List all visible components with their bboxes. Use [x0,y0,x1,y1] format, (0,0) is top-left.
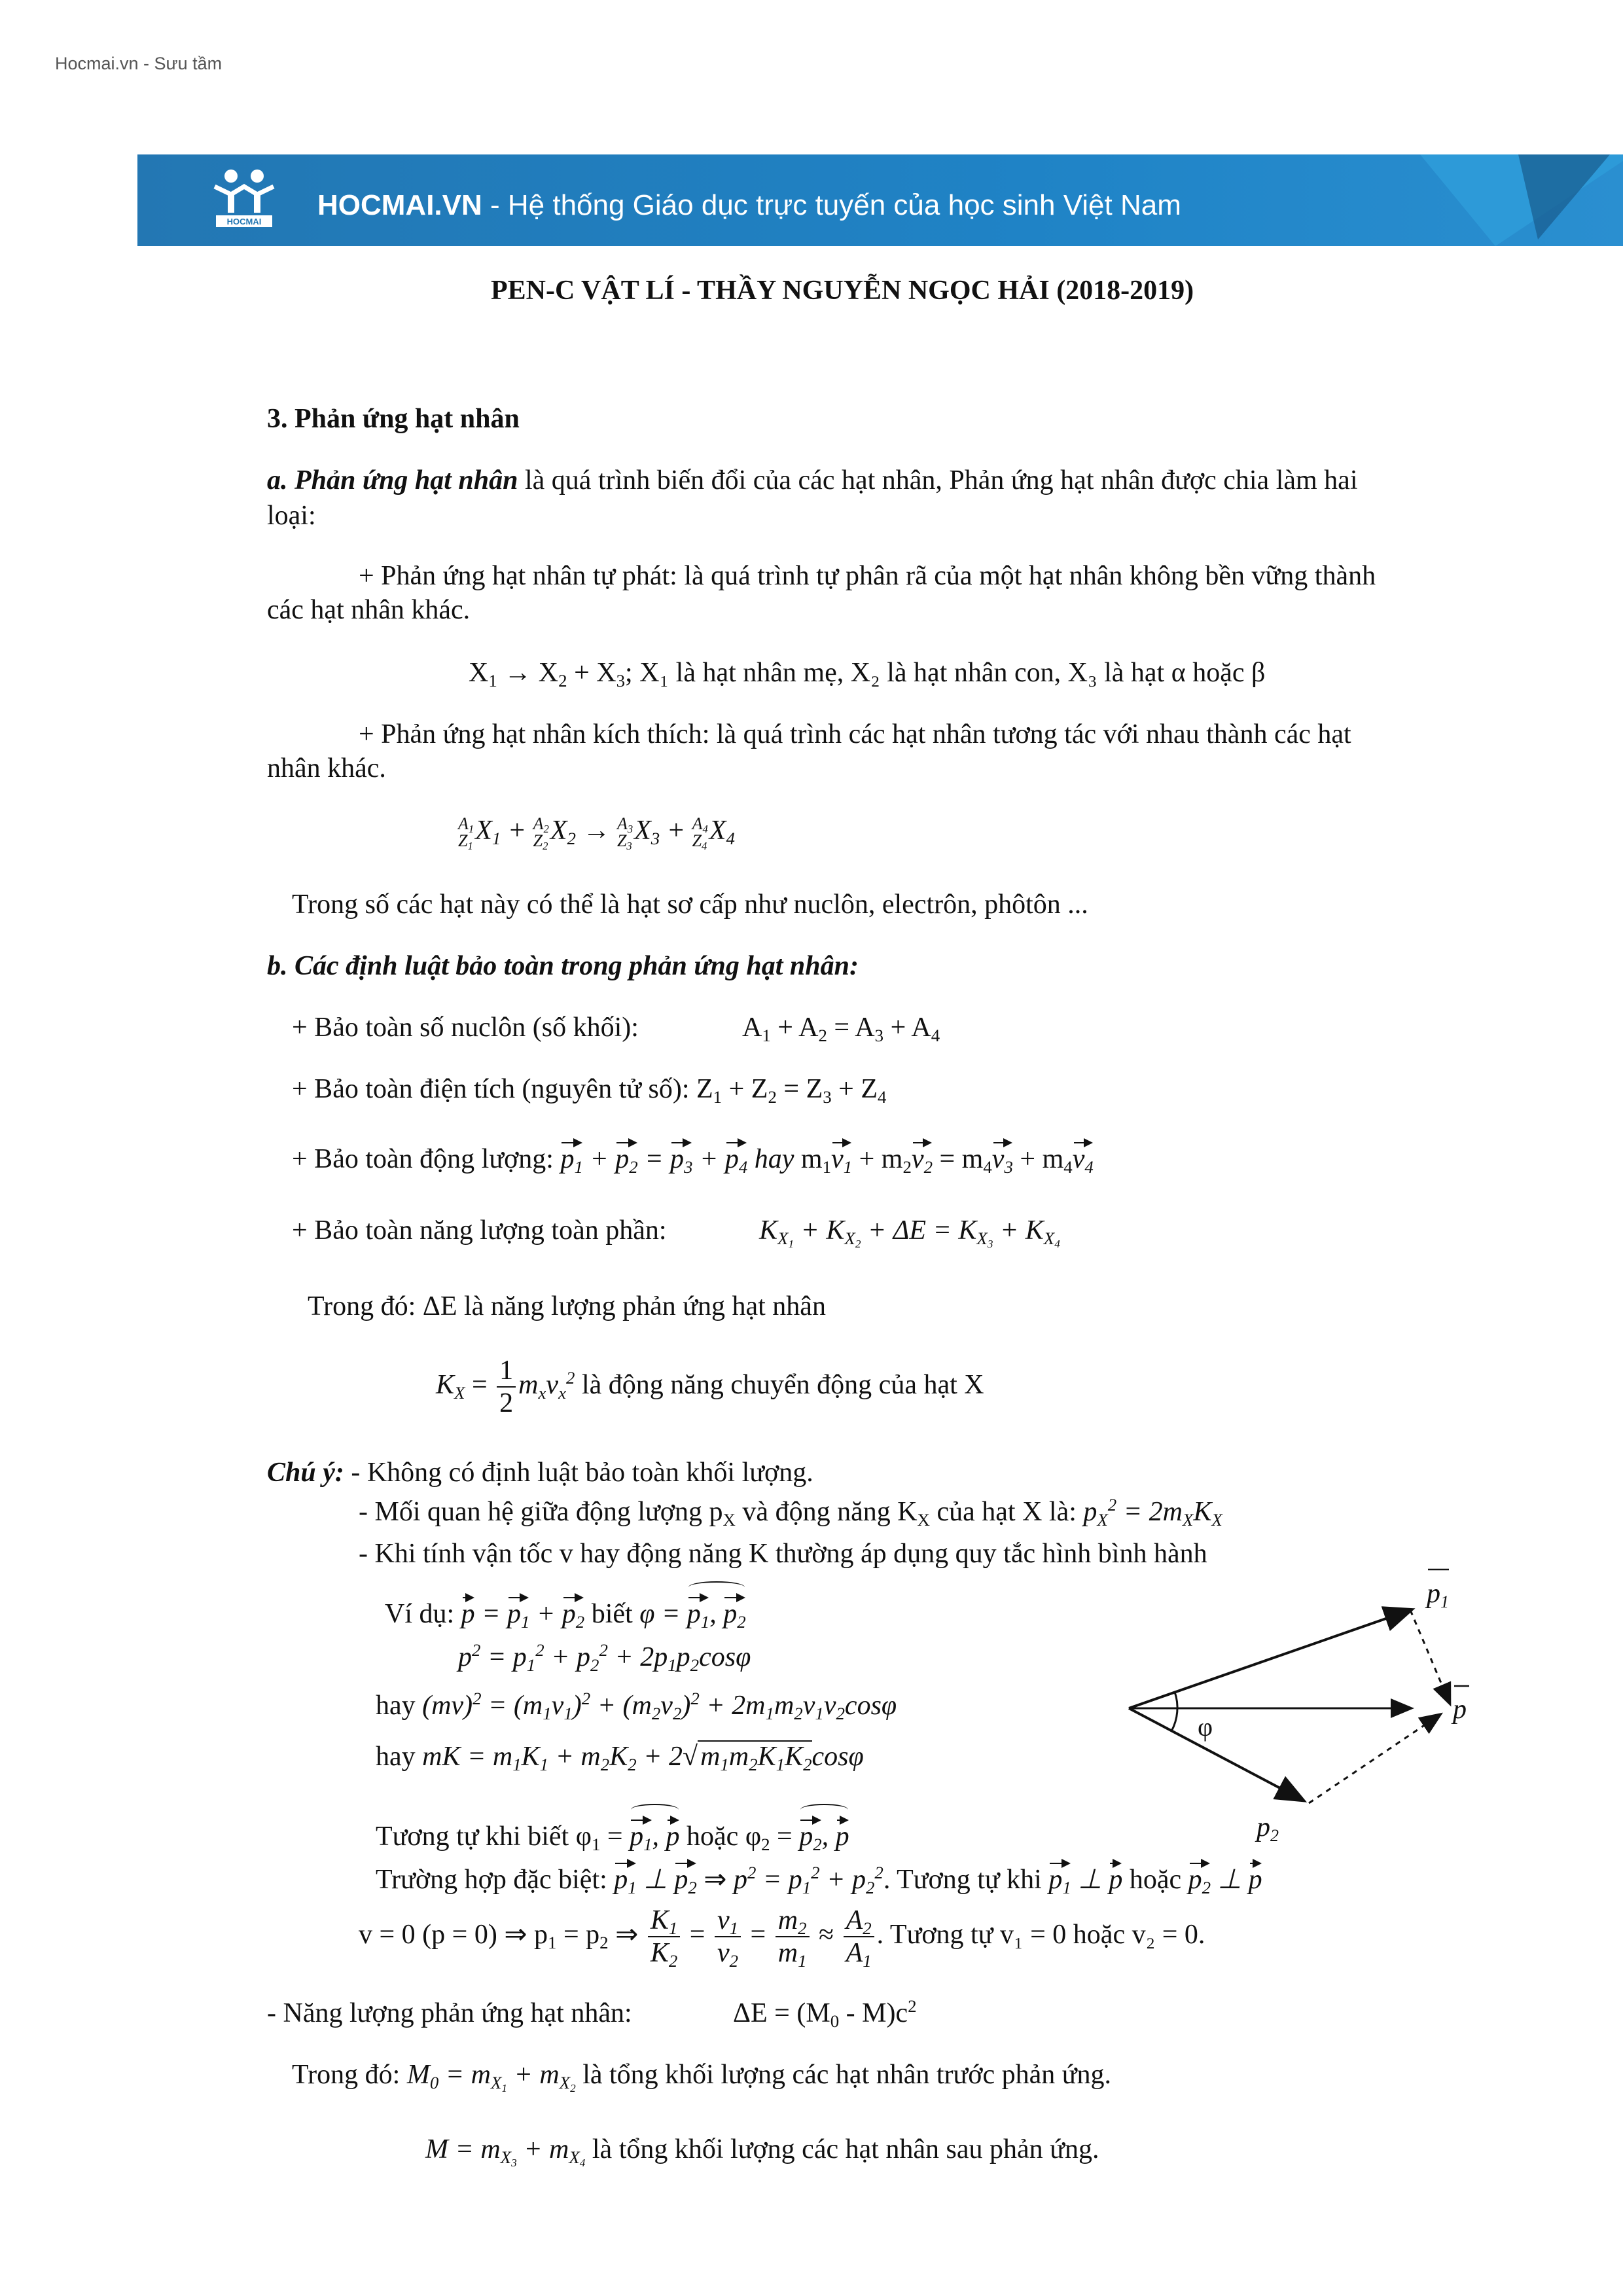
zero-velocity: v = 0 (p = 0) ⇒ $p_1 = p_2$ ⇒ $\frac{K_1}{K_2}$ = $\frac{v_1}{v_2}$ = $\frac{m_2}{m_1}$ ≈ $\frac{A_2}{A_1}$ . Tương tự v₁ = 0 hoặc v₂ = 0. [359,1905,1205,1971]
mass-before: Trong đó: $M_0 = m_{X_1} + m_{X_2}$ là tổng khối lượng các hạt nhân trước phản ứng. [292,2060,1112,2095]
watermark: Hocmai.vn - Sưu tầm [55,54,223,73]
laws-title: b. Các định luật bảo toàn trong phản ứng hạt nhân: [267,951,859,981]
svg-text:HOCMAI: HOCMAI [226,217,262,226]
spontaneous-line: + Phản ứng hạt nhân tự phát: là quá trình tự phân rã của một hạt nhân không bền vững thành [359,561,1376,591]
banner-text: HOCMAI.VN - Hệ thống Giáo dục trực tuyến của học sinh Việt Nam [317,189,1181,221]
cosine-law-mk: hay mK = $m_1K_1 + m_2K_2 + 2√m_1m_2K_1K_2\cos\varphi$ [376,1742,864,1775]
decay-equation: $X_1 \to X_2 + X_3$; X₁ là hạt nhân mẹ, X₂ là hạt nhân con, X₃ là hạt α hoặc β [469,658,1266,691]
cosine-law: $p^2 = p_1^2 + p_2^2 + 2p_1p_2\cos\varphi$ [458,1640,751,1676]
induced-cont: nhân khác. [267,753,386,783]
vector-p2 [1129,1708,1302,1800]
law-energy: + Bảo toàn năng lượng toàn phần: [292,1215,667,1246]
induced-line: + Phản ứng hạt nhân kích thích: là quá trình các hạt nhân tương tác với nhau thành các hạt [359,719,1351,749]
reaction-equation: $A_1$ $Z_1$ $X_1$ + $A_2$ $Z_2$ $X_2$ → $A_3$ $Z_3$ $X_3$ + $A_4$ $Z_4$ $X_4$ [458,814,735,853]
parallelogram-diagram [1113,1558,1479,1846]
label-p2: p2 [1257,1812,1279,1845]
label-p: p [1453,1695,1467,1725]
reaction-energy-eq: $\Delta E = (M_0 - M)c^2$ [733,1996,917,2032]
where-dE: Trong đó: ΔE là năng lượng phản ứng hạt nhân [308,1291,826,1321]
law-nucleon: + Bảo toàn số nuclôn (số khối): [292,1013,639,1043]
special-case: Trường hợp đặc biệt: $p_1$ ⊥ $p_2$ ⇒ $p^2 = p_1^2 + p_2^2$. Tương tự khi $p_1$ ⊥ p hoặc $p_2$ ⊥ p [376,1856,1262,1895]
law-energy-eq: $K_{X_1} + K_{X_2} + \Delta E = K_{X_3} + K_{X_4}$ [759,1215,1060,1251]
mass-after: $M = m_{X_3} + m_{X_4}$ là tổng khối lượng các hạt nhân sau phản ứng. [425,2134,1099,2170]
spontaneous-cont: các hạt nhân khác. [267,595,471,625]
course-title: PEN-C VẬT LÍ - THẦY NGUYỄN NGỌC HẢI (2018-2019) [491,276,1194,306]
dashed-side-2 [1309,1715,1440,1803]
para-a-cont: loại: [267,501,316,531]
note-3: - Khi tính vận tốc v hay động năng K thường áp dụng quy tắc hình bình hành [359,1539,1207,1569]
banner-triangle [1420,154,1623,246]
note-1: Chú ý: - Không có định luật bảo toàn khối lượng. [267,1458,813,1488]
kinetic-energy: $K_X$ = $\frac{1}{2}$ $m_xv_x^2$ là động năng chuyển động của hạt X [436,1355,984,1419]
section-title: 3. Phản ứng hạt nhân [267,404,520,434]
note-2: - Mối quan hệ giữa động lượng $p_X$ và động năng $K_X$ của hạt X là: $p_X^2 = 2m_XK_X$ [359,1495,1222,1530]
particles-line: Trong số các hạt này có thể là hạt sơ cấp như nuclôn, electrôn, phôtôn ... [292,889,1088,920]
hocmai-logo-icon [208,167,280,232]
label-phi: φ [1198,1712,1213,1742]
angle-arc [1171,1692,1177,1731]
example-line: Ví dụ: $p = p_1 + p_2$ biết $\varphi = p_1$, $p_2$ [385,1579,746,1630]
reaction-energy: - Năng lượng phản ứng hạt nhân: [267,1998,632,2028]
dashed-side-1 [1410,1610,1450,1703]
vector-p1 [1129,1610,1410,1708]
law-charge: + Bảo toàn điện tích (nguyên tử số): $Z_1 + Z_2 = Z_3 + Z_4$ [292,1074,887,1107]
law-nucleon-eq: $A_1 + A_2 = A_3 + A_4$ [742,1013,940,1046]
cosine-law-mv: hay $(mv)^2 = (m_1v_1)^2 + (m_2v_2)^2 + 2m_1m_2v_1v_2\cos\varphi$ [376,1689,897,1724]
similar-angles: Tương tự khi biết $\varphi_1 = p_1$, p hoặc $\varphi_2 = p_2$, p [376,1801,849,1852]
para-a: a. Phản ứng hạt nhân là quá trình biến đổi của các hạt nhân, Phản ứng hạt nhân được chia làm hai [267,465,1358,495]
label-p1: p1 [1427,1579,1449,1611]
law-momentum: + Bảo toàn động lượng: $p_1 + p_2 = p_3 + p_4$ hay $m_1v_1 + m_2v_2 = m_4v_3 + m_4v_4$ [292,1136,1094,1175]
